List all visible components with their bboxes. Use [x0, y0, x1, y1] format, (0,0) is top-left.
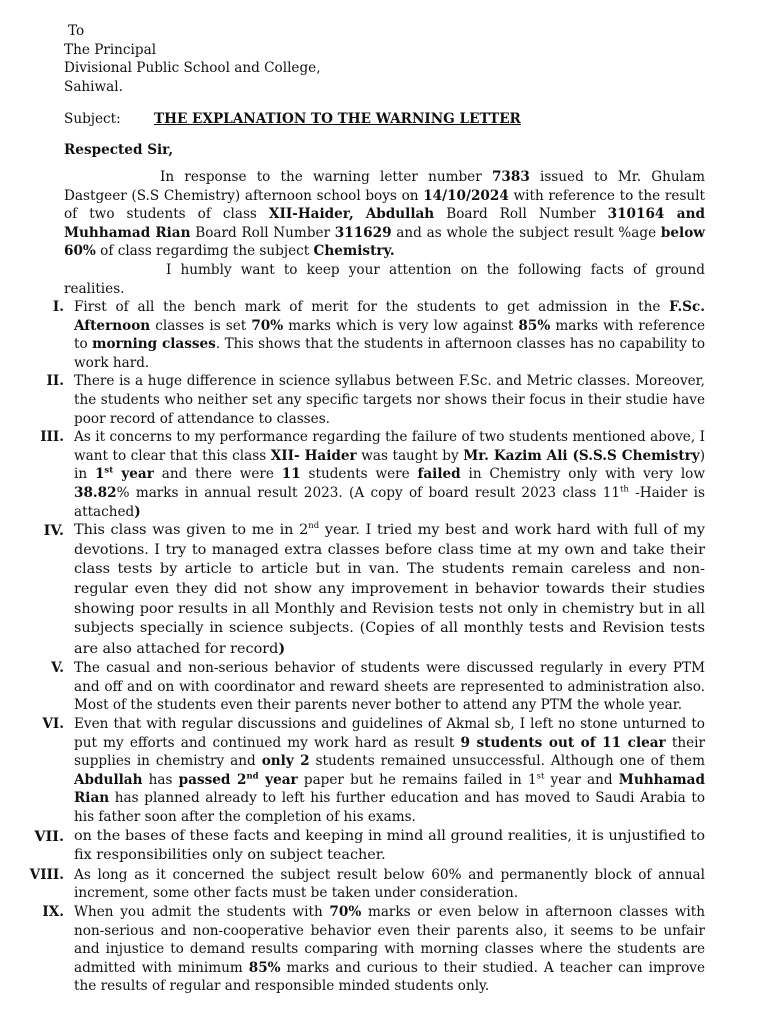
- bold-text: ): [134, 503, 141, 520]
- list-item: [42, 715, 706, 827]
- text-run: As long as it concerned the subject result below 60% and permanently block of annual increment, some other facts must be taken under consideration.: [74, 866, 705, 902]
- list-item: [34, 827, 705, 866]
- list-item-number: IV.: [43, 522, 64, 540]
- bold-text: 11: [281, 466, 301, 483]
- bold-text: below 60%: [64, 224, 705, 260]
- list-item-number: VIII.: [29, 866, 64, 883]
- subject-line: [64, 110, 521, 129]
- text-run: In response to the warning letter number: [160, 169, 492, 185]
- bold-text: year: [113, 466, 154, 483]
- text-run: with reference to the result of two students of class: [64, 187, 705, 223]
- bold-text: 14/10/2024: [423, 187, 509, 204]
- address-institution: Divisional Public School and College,: [64, 60, 321, 77]
- bold-text: Muhhamad Rian: [74, 771, 705, 807]
- bold-text: Abdullah: [365, 206, 435, 223]
- text-run: issued to Mr. Ghulam Dastgeer (S.S Chemistry) afternoon school boys on: [64, 169, 705, 204]
- list-item-number: I.: [52, 299, 64, 315]
- text-run: students were: [300, 466, 418, 483]
- text-run: . This shows that the students in afternoon classes has no capability to work hard.: [74, 336, 706, 371]
- bold-text: 70%: [251, 317, 284, 334]
- bold-text: 311629: [334, 224, 392, 241]
- bold-text: only 2: [261, 753, 310, 770]
- text-run: First of all the bench mark of merit for the students to get admission in the: [74, 299, 670, 315]
- list-item: [40, 428, 705, 521]
- text-run: The casual and non-serious behavior of students were discussed regularly in every PTM and off and on with coordinator and reward sheets are represented to administration also. Most of the students even their parents never bother to attend any PTM the whole year.: [74, 660, 705, 714]
- text-run: year and: [544, 771, 619, 788]
- superscript: st: [104, 465, 114, 476]
- bold-text: 85%: [248, 959, 281, 976]
- text-run: As it concerns to my performance regarding the failure of two students mentioned above, I want to clear that this class: [74, 429, 705, 464]
- subject-label: Subject:: [64, 111, 121, 127]
- text-run: and there were: [153, 466, 282, 483]
- text-run: and as whole the subject result %age: [391, 224, 661, 241]
- text-run: ) in: [74, 447, 705, 483]
- text-run: [354, 206, 366, 222]
- text-run: was taught by: [356, 447, 464, 464]
- text-run: -Haider is attached: [74, 484, 705, 520]
- address-to: To: [68, 23, 85, 39]
- text-run: paper but he remains failed in 1: [297, 771, 537, 788]
- salutation: Respected Sir,: [64, 142, 174, 158]
- bold-text: 7383: [491, 169, 530, 185]
- bold-text: Abdullah: [74, 771, 143, 788]
- text-run: of class regardimg the subject: [95, 243, 314, 260]
- text-run: in Chemistry only with very low: [460, 466, 705, 483]
- recipient-address: [64, 22, 464, 96]
- text-run: their supplies in chemistry and: [74, 734, 706, 770]
- superscript: th: [620, 484, 629, 495]
- bold-text: ): [278, 639, 286, 657]
- bold-text: year: [258, 771, 298, 788]
- list-item-number: VII.: [34, 827, 64, 845]
- bold-text: 85%: [518, 317, 551, 334]
- text-run: marks which is very low against: [283, 317, 519, 334]
- list-item: [51, 659, 705, 715]
- list-item: [43, 521, 705, 659]
- bold-text: F.Sc. Afternoon: [74, 299, 705, 334]
- text-run: students remained unsuccessful. Although one of them: [309, 753, 705, 770]
- bold-text: 70%: [329, 904, 362, 920]
- text-run: Copies of all monthly tests and Revision tests are also attached for record: [74, 620, 705, 657]
- intro-paragraph: [64, 168, 705, 261]
- text-run: There is a huge difference in science syllabus between F.Sc. and Metric classes. Moreover, the students who neither set any specific targets nor shows their focus in their studie have poor record of attendance to classes.: [74, 373, 705, 427]
- bold-text: 310164 and Muhhamad Rian: [64, 206, 705, 241]
- bold-text: 38.82: [74, 484, 117, 501]
- list-item: [29, 866, 705, 903]
- text-run: year. I tried my best and work hard with full of my devotions. I try to managed extra classes before class time at my own and take their class tests by article to article but in van. The students remain careless and non-regular even they did not show any improvement in behavior towards their studies showing poor results in all Monthly and Revision tests not only in chemistry but in all subjects specially in science subjects. (: [74, 522, 705, 637]
- text-run: has planned already to left his further education and has moved to Saudi Arabia to his father soon after the completion of his exams.: [74, 790, 705, 826]
- address-recipient: The Principal: [64, 41, 157, 58]
- bold-text: passed 2: [178, 771, 247, 788]
- list-item-number: III.: [40, 429, 64, 446]
- bold-text: failed: [417, 466, 461, 483]
- text-run: has: [142, 771, 179, 788]
- text-run: Board Roll Number: [190, 224, 335, 241]
- text-run: marks and curious to their studied. A teacher can improve the results of regular and responsible minded students only.: [74, 959, 705, 995]
- text-run: % marks in annual result 2023. (A copy of board result 2023 class 11: [116, 484, 620, 501]
- list-item-number: V.: [51, 660, 64, 677]
- bold-text: morning classes: [92, 336, 216, 353]
- bold-text: Chemistry.: [313, 243, 395, 260]
- text-run: marks with reference to: [74, 317, 705, 353]
- text-run: Even that with regular discussions and guidelines of Akmal sb, I left no stone unturned to put my efforts and continued my work hard as result: [74, 716, 705, 751]
- text-run: marks or even below in afternoon classes with non-serious and non-cooperative behavior even their parents also, it seems to be unfair and injustice to demand results comparing with morning classes where the students are admitted with minimum: [74, 904, 705, 976]
- list-item-number: II.: [46, 373, 64, 390]
- text-run: on the bases of these facts and keeping in mind all ground realities, it is unjustified to fix responsibilities only on subject teacher.: [74, 827, 705, 864]
- text-run: When you admit the students with: [74, 904, 330, 920]
- subject-title: THE EXPLANATION TO THE WARNING LETTER: [154, 111, 521, 127]
- text-run: This class was given to me in 2: [74, 522, 309, 539]
- text-run: classes is set: [150, 317, 252, 334]
- bold-text: Mr. Kazim Ali (S.S.S Chemistry: [463, 447, 700, 464]
- superscript: nd: [308, 521, 320, 532]
- bold-text: XII- Haider: [270, 447, 357, 464]
- superscript: st: [536, 771, 545, 782]
- list-item-number: IX.: [42, 904, 64, 920]
- facts-list: [0, 298, 705, 996]
- list-item: [42, 903, 705, 996]
- intro-section: [64, 168, 705, 298]
- bold-text: XII-Haider,: [268, 206, 354, 223]
- bold-text: 9 students out of 11 clear: [460, 734, 666, 751]
- superscript: nd: [246, 771, 259, 782]
- list-item: [46, 372, 705, 428]
- text-run: I humbly want to keep your attention on the following facts of ground realities.: [64, 261, 705, 297]
- bold-text: 1: [94, 466, 105, 483]
- list-item: [52, 298, 706, 372]
- text-run: Board Roll Number: [434, 206, 608, 223]
- list-item-number: VI.: [42, 716, 64, 733]
- intro-paragraph-attention: [64, 261, 705, 298]
- address-city: Sahiwal.: [64, 78, 123, 95]
